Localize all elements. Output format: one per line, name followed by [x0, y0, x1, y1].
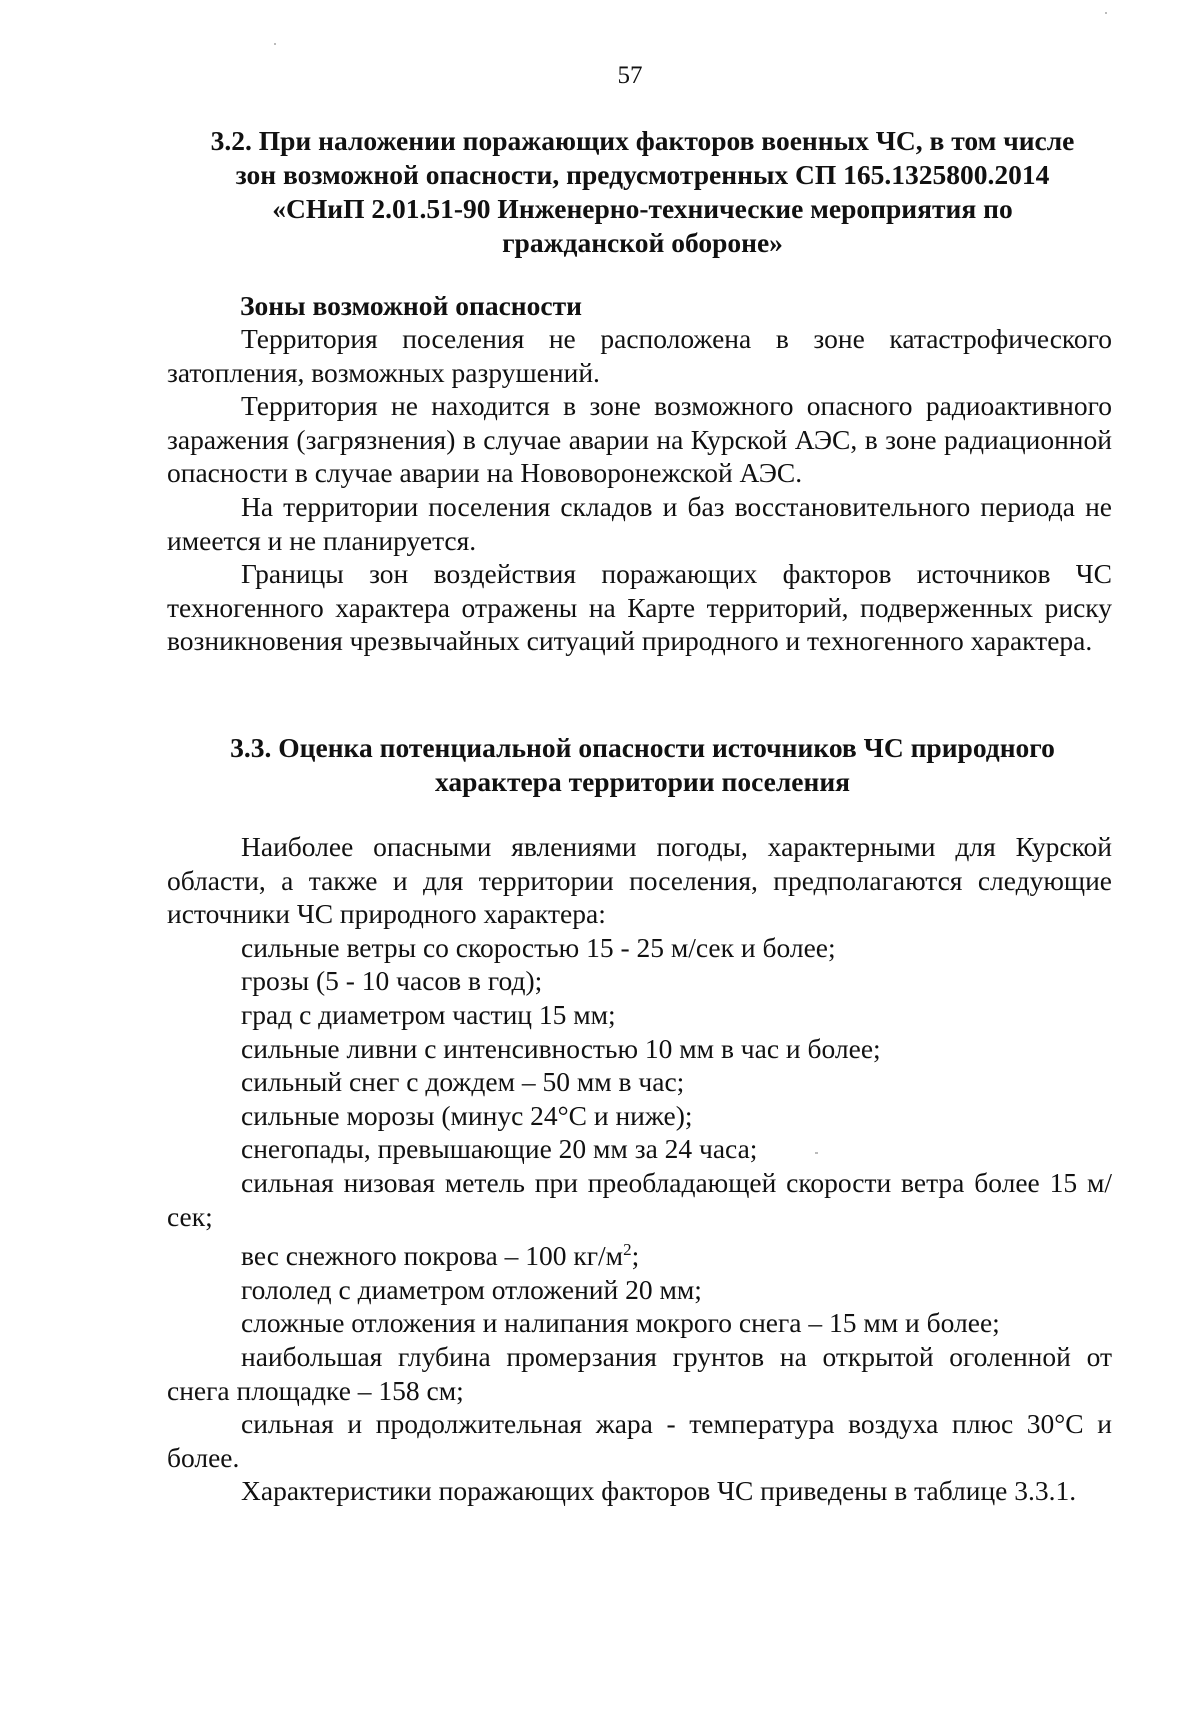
hazard-item: сильные ливни с интенсивностью 10 мм в час и более; [241, 1032, 881, 1064]
title-line: гражданской обороне» [502, 227, 783, 258]
hazard-item: сильная и продолжительная жара - температура воздуха плюс 30°С и более. [167, 1408, 1112, 1473]
danger-zones-subheading: Зоны возможной опасности [240, 290, 582, 321]
section-3-2-body [167, 322, 1112, 658]
title-line: 3.3. Оценка потенциальной опасности источников ЧС природного [230, 732, 1055, 763]
paragraph: Территория не находится в зоне возможного опасного радиоактивного заражения (загрязнения) в случае аварии на Курской АЭС, в зоне радиационной опасности в случае аварии на Нововоронежской АЭС. [167, 390, 1112, 489]
snow-weight-text: вес снежного покрова – 100 кг/м [241, 1240, 624, 1272]
closing-paragraph: Характеристики поражающих факторов ЧС приведены в таблице 3.3.1. [241, 1475, 1077, 1507]
hazard-item: гололед с диаметром отложений 20 мм; [241, 1273, 702, 1305]
snow-weight-end: ; [631, 1240, 640, 1272]
title-line: «СНиП 2.01.51-90 Инженерно-технические мероприятия по [272, 193, 1013, 224]
section-3-2-title [160, 124, 1125, 260]
hazard-item: снегопады, превышающие 20 мм за 24 часа; [241, 1133, 758, 1165]
scan-artifact [274, 43, 276, 45]
hazard-item: сильные ветры со скоростью 15 - 25 м/сек и более; [241, 931, 836, 963]
hazard-item: сильная низовая метель при преобладающей скорости ветра более 15 м/сек; [167, 1166, 1112, 1232]
paragraph: На территории поселения складов и баз восстановительного периода не имеется и не планируется. [167, 490, 1112, 556]
paragraph: Территория поселения не расположена в зоне катастрофического затопления, возможных разрушений. [167, 323, 1112, 388]
title-line: зон возможной опасности, предусмотренных СП 165.1325800.2014 [235, 159, 1050, 190]
hazard-item: град с диаметром частиц 15 мм; [241, 998, 616, 1030]
scan-artifact [1105, 12, 1107, 14]
scan-artifact [815, 1152, 818, 1154]
section-3-3-body [167, 830, 1112, 1508]
hazard-item: сложные отложения и налипания мокрого снега – 15 мм и более; [241, 1307, 1000, 1339]
hazard-item: грозы (5 - 10 часов в год); [241, 965, 543, 997]
page-number: 57 [617, 62, 643, 89]
hazard-item: наибольшая глубина промерзания грунтов на открытой оголенной от снега площадке – 158 см; [167, 1341, 1112, 1406]
hazard-item: сильные морозы (минус 24°С и ниже); [241, 1099, 693, 1131]
title-line: характера территории поселения [434, 766, 851, 797]
intro-paragraph: Наиболее опасными явлениями погоды, характерными для Курской области, а также и для территории поселения, предполагаются следующие источники ЧС природного характера: [167, 831, 1112, 930]
section-3-3-title [160, 731, 1125, 799]
hazard-item-snow-weight [167, 1233, 1112, 1273]
paragraph: Границы зон воздействия поражающих факторов источников ЧС техногенного характера отражены на Карте территорий, подверженных риску возникновения чрезвычайных ситуаций природного и техногенного характера. [167, 558, 1112, 657]
title-line: 3.2. При наложении поражающих факторов военных ЧС, в том числе [210, 125, 1075, 156]
snow-weight-superscript: 2 [623, 1240, 632, 1260]
hazard-item: сильный снег с дождем – 50 мм в час; [241, 1066, 685, 1098]
